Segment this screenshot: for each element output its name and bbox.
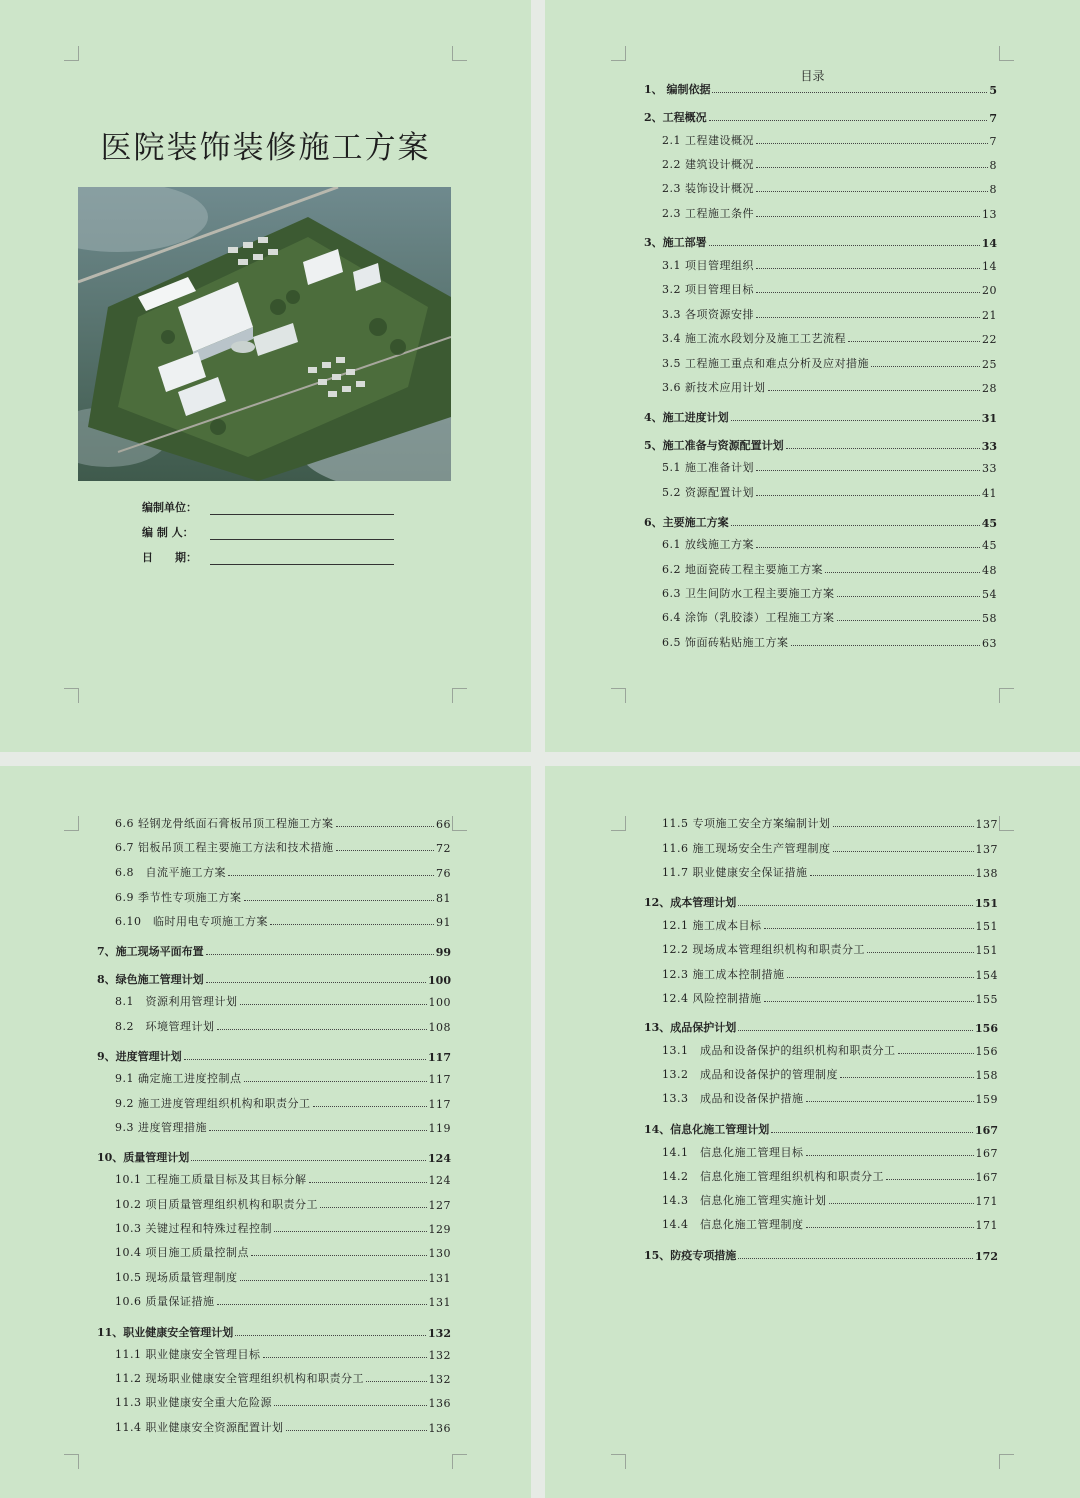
toc-leader-dots xyxy=(840,1077,974,1078)
toc-page-number: 48 xyxy=(982,564,997,577)
toc-entry-title: 2.1 工程建设概况 xyxy=(662,134,754,147)
toc-entry-title: 2.2 建筑设计概况 xyxy=(662,158,754,171)
field-label: 编制单位： xyxy=(142,501,197,514)
toc-chapter-entry[interactable] xyxy=(644,1121,998,1137)
toc-leader-dots xyxy=(756,495,980,496)
toc-entry-title: 12.3 施工成本控制措施 xyxy=(662,968,785,981)
toc-page-number: 154 xyxy=(975,969,998,982)
toc-section-entry[interactable] xyxy=(115,1269,451,1285)
toc-section-entry[interactable] xyxy=(662,561,997,577)
toc-page-number: 63 xyxy=(982,637,997,650)
toc-entry-title: 6.9 季节性专项施工方案 xyxy=(115,891,242,904)
toc-page-number: 108 xyxy=(428,1021,451,1034)
toc-page-number: 138 xyxy=(975,867,998,880)
toc-section-entry[interactable] xyxy=(115,1394,451,1410)
crop-mark xyxy=(64,816,79,831)
crop-mark xyxy=(64,46,79,61)
toc-page-number: 124 xyxy=(428,1152,451,1165)
toc-leader-dots xyxy=(837,596,981,597)
toc-page-number: 136 xyxy=(428,1397,451,1410)
toc-leader-dots xyxy=(709,245,980,246)
toc-leader-dots xyxy=(366,1381,427,1382)
toc-section-entry[interactable] xyxy=(115,913,451,929)
toc-page-number: 25 xyxy=(982,358,997,371)
toc-section-entry[interactable] xyxy=(115,1419,451,1435)
toc-section-entry[interactable] xyxy=(115,1018,451,1034)
toc-section-entry[interactable] xyxy=(662,1042,998,1058)
toc-page-number: 99 xyxy=(435,946,451,959)
toc-page-number: 100 xyxy=(428,996,451,1009)
crop-mark xyxy=(64,1454,79,1469)
toc-entry-title: 2、工程概况 xyxy=(644,111,707,124)
toc-entry-title: 6.1 放线施工方案 xyxy=(662,538,754,551)
toc-leader-dots xyxy=(206,982,426,983)
toc-leader-dots xyxy=(209,1130,427,1131)
toc-page-number: 156 xyxy=(975,1022,998,1035)
toc-entry-title: 14、信息化施工管理计划 xyxy=(644,1123,770,1136)
toc-chapter-entry[interactable] xyxy=(644,1019,998,1035)
toc-entry-title: 13.3 成品和设备保护措施 xyxy=(662,1092,804,1105)
toc-entry-title: 9.1 确定施工进度控制点 xyxy=(115,1072,242,1085)
toc-page-number: 136 xyxy=(428,1422,451,1435)
toc-entry-title: 2.3 装饰设计概况 xyxy=(662,182,754,195)
crop-mark xyxy=(611,688,626,703)
toc-section-entry[interactable] xyxy=(662,1066,998,1082)
toc-leader-dots xyxy=(206,954,434,955)
toc-page-number: 117 xyxy=(428,1051,451,1064)
toc-page-number: 72 xyxy=(436,842,451,855)
toc-section-entry[interactable] xyxy=(662,1144,998,1160)
toc-leader-dots xyxy=(833,826,974,827)
toc-leader-dots xyxy=(309,1182,427,1183)
toc-leader-dots xyxy=(240,1004,427,1005)
toc-entry-title: 12.2 现场成本管理组织机构和职责分工 xyxy=(662,943,865,956)
toc-section-entry[interactable] xyxy=(662,634,997,650)
toc-leader-dots xyxy=(184,1059,426,1060)
toc-chapter-entry[interactable] xyxy=(644,234,997,250)
toc-chapter-entry[interactable] xyxy=(644,514,997,530)
toc-leader-dots xyxy=(806,1101,974,1102)
toc-leader-dots xyxy=(791,645,981,646)
toc-leader-dots xyxy=(274,1231,427,1232)
toc-section-entry[interactable] xyxy=(115,1293,451,1309)
toc-page-number: 45 xyxy=(982,539,997,552)
toc-section-entry[interactable] xyxy=(662,815,998,831)
toc-chapter-entry[interactable] xyxy=(644,81,997,97)
toc-leader-dots xyxy=(235,1335,426,1336)
crop-mark xyxy=(452,46,467,61)
toc-entry-title: 5.2 资源配置计划 xyxy=(662,486,754,499)
toc-page-number: 167 xyxy=(975,1147,998,1160)
field-compiler xyxy=(142,522,402,540)
toc-page-number: 66 xyxy=(436,818,451,831)
crop-mark xyxy=(611,1454,626,1469)
toc-page-number: 132 xyxy=(428,1349,451,1362)
toc-section-entry[interactable] xyxy=(115,1370,451,1386)
toc-section-entry[interactable] xyxy=(662,536,997,552)
toc-page-number: 132 xyxy=(428,1373,451,1386)
toc-entry-title: 13.1 成品和设备保护的组织机构和职责分工 xyxy=(662,1044,896,1057)
toc-leader-dots xyxy=(320,1207,427,1208)
toc-page-number: 100 xyxy=(428,974,451,987)
toc-page-number: 8 xyxy=(989,183,997,196)
toc-leader-dots xyxy=(270,924,434,925)
toc-page-number: 131 xyxy=(428,1272,451,1285)
toc-entry-title: 14.3 信息化施工管理实施计划 xyxy=(662,1194,827,1207)
toc-chapter-entry[interactable] xyxy=(644,894,998,910)
toc-entry-title: 3.5 工程施工重点和难点分析及应对措施 xyxy=(662,357,869,370)
toc-section-entry[interactable] xyxy=(662,1192,998,1208)
toc-leader-dots xyxy=(336,826,435,827)
toc-section-entry[interactable] xyxy=(662,1168,998,1184)
toc-chapter-entry[interactable] xyxy=(97,1149,451,1165)
toc-page-number: 137 xyxy=(975,818,998,831)
toc-leader-dots xyxy=(217,1304,427,1305)
toc-entry-title: 14.1 信息化施工管理目标 xyxy=(662,1146,804,1159)
toc-leader-dots xyxy=(756,167,988,168)
toc-leader-dots xyxy=(829,1203,974,1204)
crop-mark xyxy=(452,688,467,703)
toc-section-entry[interactable] xyxy=(115,1095,451,1111)
toc-page-number: 33 xyxy=(981,440,997,453)
toc-entry-title: 11.3 职业健康安全重大危险源 xyxy=(115,1396,272,1409)
toc-leader-dots xyxy=(867,952,974,953)
toc-section-entry[interactable] xyxy=(115,1196,451,1212)
toc-section-entry[interactable] xyxy=(662,180,997,196)
toc-entry-title: 14.2 信息化施工管理组织机构和职责分工 xyxy=(662,1170,884,1183)
toc-entry-title: 15、防疫专项措施 xyxy=(644,1249,737,1262)
fill-in-line[interactable] xyxy=(210,514,394,515)
toc-leader-dots xyxy=(756,292,980,293)
toc-page-number: 129 xyxy=(428,1223,451,1236)
toc-leader-dots xyxy=(756,191,988,192)
toc-entry-title: 10.1 工程施工质量目标及其目标分解 xyxy=(115,1173,307,1186)
toc-section-entry[interactable] xyxy=(115,1244,451,1260)
toc-page-number: 31 xyxy=(981,412,997,425)
toc-leader-dots xyxy=(738,905,973,906)
toc-entry-title: 10、质量管理计划 xyxy=(97,1151,190,1164)
toc-leader-dots xyxy=(286,1430,427,1431)
toc-entry-title: 12.1 施工成本目标 xyxy=(662,919,762,932)
toc-section-entry[interactable] xyxy=(662,459,997,475)
toc-chapter-entry[interactable] xyxy=(644,409,997,425)
toc-entry-title: 8.1 资源利用管理计划 xyxy=(115,995,238,1008)
toc-leader-dots xyxy=(787,977,974,978)
toc-entry-title: 2.3 工程施工条件 xyxy=(662,207,754,220)
toc-page-number: 7 xyxy=(989,112,997,125)
toc-page-number: 167 xyxy=(975,1124,998,1137)
toc-leader-dots xyxy=(848,341,980,342)
toc-section-entry[interactable] xyxy=(662,156,997,172)
toc-entry-title: 12、成本管理计划 xyxy=(644,896,737,909)
toc-leader-dots xyxy=(756,216,980,217)
toc-entry-title: 10.4 项目施工质量控制点 xyxy=(115,1246,249,1259)
toc-entry-title: 6、主要施工方案 xyxy=(644,516,729,529)
toc-entry-title: 11.6 施工现场安全生产管理制度 xyxy=(662,842,831,855)
toc-leader-dots xyxy=(731,525,980,526)
toc-entry-title: 3、施工部署 xyxy=(644,236,707,249)
toc-page-number: 151 xyxy=(975,897,998,910)
toc-page-number: 76 xyxy=(436,867,451,880)
toc-leader-dots xyxy=(871,366,980,367)
toc-leader-dots xyxy=(756,268,980,269)
toc-page-number: 117 xyxy=(428,1073,451,1086)
crop-mark xyxy=(611,816,626,831)
toc-chapter-entry[interactable] xyxy=(97,1048,451,1064)
toc-section-entry[interactable] xyxy=(115,1119,451,1135)
toc-section-entry[interactable] xyxy=(662,609,997,625)
toc-entry-title: 11.4 职业健康安全资源配置计划 xyxy=(115,1421,284,1434)
toc-section-entry[interactable] xyxy=(662,205,997,221)
toc-page-number: 22 xyxy=(982,333,997,346)
toc-page-number: 132 xyxy=(428,1327,451,1340)
toc-leader-dots xyxy=(756,317,980,318)
toc-page-number: 54 xyxy=(982,588,997,601)
toc-entry-title: 9、进度管理计划 xyxy=(97,1050,182,1063)
toc-leader-dots xyxy=(771,1132,973,1133)
toc-chapter-entry[interactable] xyxy=(644,109,997,125)
toc-page-number: 151 xyxy=(975,944,998,957)
toc-entry-title: 10.6 质量保证措施 xyxy=(115,1295,215,1308)
toc-section-entry[interactable] xyxy=(662,257,997,273)
toc-section-entry[interactable] xyxy=(115,1070,451,1086)
toc-entry-title: 11.2 现场职业健康安全管理组织机构和职责分工 xyxy=(115,1372,364,1385)
toc-section-entry[interactable] xyxy=(115,839,451,855)
toc-chapter-entry[interactable] xyxy=(644,1247,998,1263)
toc-leader-dots xyxy=(810,875,974,876)
toc-leader-dots xyxy=(825,572,980,573)
toc-leader-dots xyxy=(833,851,974,852)
toc-section-entry[interactable] xyxy=(662,1090,998,1106)
toc-page-number: 14 xyxy=(982,260,997,273)
toc-chapter-entry[interactable] xyxy=(97,1324,451,1340)
toc-leader-dots xyxy=(263,1357,427,1358)
toc-entry-title: 14.4 信息化施工管理制度 xyxy=(662,1218,804,1231)
toc-entry-title: 11.1 职业健康安全管理目标 xyxy=(115,1348,261,1361)
toc-entry-title: 6.6 轻钢龙骨纸面石膏板吊顶工程施工方案 xyxy=(115,817,334,830)
toc-section-entry[interactable] xyxy=(115,815,451,831)
toc-entry-title: 7、施工现场平面布置 xyxy=(97,945,204,958)
toc-leader-dots xyxy=(217,1029,427,1030)
toc-page-number: 119 xyxy=(428,1122,451,1135)
toc-page-number: 41 xyxy=(982,487,997,500)
toc-leader-dots xyxy=(756,470,980,471)
toc-page-number: 137 xyxy=(975,843,998,856)
toc-entry-title: 6.7 铝板吊顶工程主要施工方法和技术措施 xyxy=(115,841,334,854)
toc-leader-dots xyxy=(336,850,435,851)
fill-in-line[interactable] xyxy=(210,539,394,540)
toc-entry-title: 6.3 卫生间防水工程主要施工方案 xyxy=(662,587,835,600)
toc-page-number: 7 xyxy=(989,135,997,148)
crop-mark xyxy=(999,46,1014,61)
toc-page-number: 127 xyxy=(428,1199,451,1212)
toc-page-number: 171 xyxy=(975,1219,998,1232)
toc-entry-title: 11.5 专项施工安全方案编制计划 xyxy=(662,817,831,830)
toc-section-entry[interactable] xyxy=(662,281,997,297)
toc-leader-dots xyxy=(898,1053,974,1054)
toc-page-number: 14 xyxy=(981,237,997,250)
toc-section-entry[interactable] xyxy=(662,1216,998,1232)
toc-section-entry[interactable] xyxy=(662,864,998,880)
toc-page-number: 13 xyxy=(982,208,997,221)
toc-leader-dots xyxy=(274,1405,427,1406)
toc-page-number: 21 xyxy=(982,309,997,322)
toc-leader-dots xyxy=(886,1179,974,1180)
toc-entry-title: 6.10 临时用电专项施工方案 xyxy=(115,915,268,928)
toc-section-entry[interactable] xyxy=(115,864,451,880)
toc-entry-title: 8.2 环境管理计划 xyxy=(115,1020,215,1033)
toc-leader-dots xyxy=(806,1227,974,1228)
crop-mark xyxy=(999,1454,1014,1469)
toc-leader-dots xyxy=(709,120,988,121)
toc-entry-title: 6.4 涂饰（乳胶漆）工程施工方案 xyxy=(662,611,835,624)
toc-leader-dots xyxy=(251,1255,427,1256)
toc-entry-title: 5、施工准备与资源配置计划 xyxy=(644,439,784,452)
toc-chapter-entry[interactable] xyxy=(97,943,451,959)
toc-leader-dots xyxy=(313,1106,427,1107)
field-label: 日 期： xyxy=(142,551,197,564)
toc-leader-dots xyxy=(712,92,987,93)
toc-entry-title: 11.7 职业健康安全保证措施 xyxy=(662,866,808,879)
toc-title: 目录 xyxy=(800,69,825,83)
toc-section-entry[interactable] xyxy=(662,306,997,322)
toc-entry-title: 6.8 自流平施工方案 xyxy=(115,866,226,879)
crop-mark xyxy=(611,46,626,61)
toc-page-number: 45 xyxy=(981,517,997,530)
toc-section-entry[interactable] xyxy=(115,993,451,1009)
toc-page-number: 172 xyxy=(975,1250,998,1263)
toc-leader-dots xyxy=(837,620,981,621)
toc-entry-title: 11、职业健康安全管理计划 xyxy=(97,1326,234,1339)
toc-entry-title: 12.4 风险控制措施 xyxy=(662,992,762,1005)
toc-entry-title: 10.5 现场质量管理制度 xyxy=(115,1271,238,1284)
toc-section-entry[interactable] xyxy=(115,1220,451,1236)
toc-entry-title: 3.1 项目管理组织 xyxy=(662,259,754,272)
toc-page-3 xyxy=(545,766,1080,1498)
toc-leader-dots xyxy=(244,1081,427,1082)
toc-section-entry[interactable] xyxy=(662,917,998,933)
field-date xyxy=(142,547,402,565)
crop-mark xyxy=(999,688,1014,703)
toc-page-2 xyxy=(0,766,531,1498)
toc-page-number: 155 xyxy=(975,993,998,1006)
toc-entry-title: 3.3 各项资源安排 xyxy=(662,308,754,321)
toc-leader-dots xyxy=(806,1155,974,1156)
toc-section-entry[interactable] xyxy=(662,330,997,346)
toc-section-entry[interactable] xyxy=(115,1171,451,1187)
toc-page-number: 124 xyxy=(428,1174,451,1187)
field-compiling-unit xyxy=(142,497,402,515)
toc-page-number: 167 xyxy=(975,1171,998,1184)
toc-section-entry[interactable] xyxy=(662,484,997,500)
toc-section-entry[interactable] xyxy=(115,1346,451,1362)
toc-page-number: 33 xyxy=(982,462,997,475)
crop-mark xyxy=(64,688,79,703)
toc-page-number: 5 xyxy=(989,84,997,97)
toc-section-entry[interactable] xyxy=(662,355,997,371)
toc-entry-title: 3.6 新技术应用计划 xyxy=(662,381,766,394)
field-label: 编 制 人： xyxy=(142,526,194,539)
toc-page-number: 156 xyxy=(975,1045,998,1058)
toc-entry-title: 13、成品保护计划 xyxy=(644,1021,737,1034)
toc-leader-dots xyxy=(738,1030,973,1031)
toc-entry-title: 8、绿色施工管理计划 xyxy=(97,973,204,986)
toc-entry-title: 9.3 进度管理措施 xyxy=(115,1121,207,1134)
toc-section-entry[interactable] xyxy=(662,966,998,982)
toc-section-entry[interactable] xyxy=(662,379,997,395)
toc-page-number: 159 xyxy=(975,1093,998,1106)
toc-leader-dots xyxy=(756,547,980,548)
toc-entry-title: 9.2 施工进度管理组织机构和职责分工 xyxy=(115,1097,311,1110)
toc-leader-dots xyxy=(764,1001,974,1002)
toc-chapter-entry[interactable] xyxy=(644,437,997,453)
toc-page-number: 81 xyxy=(436,892,451,905)
toc-leader-dots xyxy=(731,420,980,421)
toc-page-number: 171 xyxy=(975,1195,998,1208)
cover-title: 医院装饰装修施工方案 xyxy=(100,130,431,166)
toc-leader-dots xyxy=(738,1258,973,1259)
toc-leader-dots xyxy=(240,1280,427,1281)
toc-page-1 xyxy=(545,0,1080,752)
toc-entry-title: 3.4 施工流水段划分及施工工艺流程 xyxy=(662,332,846,345)
crop-mark xyxy=(452,1454,467,1469)
toc-page-number: 151 xyxy=(975,920,998,933)
toc-page-number: 130 xyxy=(428,1247,451,1260)
toc-leader-dots xyxy=(768,390,981,391)
toc-entry-title: 10.3 关键过程和特殊过程控制 xyxy=(115,1222,272,1235)
toc-entry-title: 10.2 项目质量管理组织机构和职责分工 xyxy=(115,1198,318,1211)
toc-page-number: 131 xyxy=(428,1296,451,1309)
toc-section-entry[interactable] xyxy=(662,990,998,1006)
crop-mark xyxy=(999,816,1014,831)
toc-entry-title: 6.2 地面瓷砖工程主要施工方案 xyxy=(662,563,823,576)
toc-leader-dots xyxy=(756,143,988,144)
toc-leader-dots xyxy=(764,928,974,929)
toc-page-number: 158 xyxy=(975,1069,998,1082)
toc-leader-dots xyxy=(786,448,980,449)
toc-section-entry[interactable] xyxy=(662,941,998,957)
toc-section-entry[interactable] xyxy=(662,840,998,856)
toc-chapter-entry[interactable] xyxy=(97,971,451,987)
toc-leader-dots xyxy=(228,875,434,876)
toc-page-number: 91 xyxy=(436,916,451,929)
cover-page xyxy=(0,0,531,752)
toc-section-entry[interactable] xyxy=(662,132,997,148)
toc-entry-title: 5.1 施工准备计划 xyxy=(662,461,754,474)
hospital-aerial-rendering xyxy=(78,187,451,481)
toc-entry-title: 13.2 成品和设备保护的管理制度 xyxy=(662,1068,838,1081)
toc-page-number: 8 xyxy=(989,159,997,172)
toc-leader-dots xyxy=(244,900,435,901)
crop-mark xyxy=(452,816,467,831)
toc-entry-title: 4、施工进度计划 xyxy=(644,411,729,424)
toc-section-entry[interactable] xyxy=(115,889,451,905)
fill-in-line[interactable] xyxy=(210,564,394,565)
toc-page-number: 58 xyxy=(982,612,997,625)
toc-leader-dots xyxy=(191,1160,426,1161)
toc-page-number: 28 xyxy=(982,382,997,395)
toc-page-number: 117 xyxy=(428,1098,451,1111)
toc-entry-title: 3.2 项目管理目标 xyxy=(662,283,754,296)
toc-entry-title: 1、 编制依据 xyxy=(644,83,711,96)
toc-page-number: 20 xyxy=(982,284,997,297)
toc-entry-title: 6.5 饰面砖粘贴施工方案 xyxy=(662,636,789,649)
toc-section-entry[interactable] xyxy=(662,585,997,601)
